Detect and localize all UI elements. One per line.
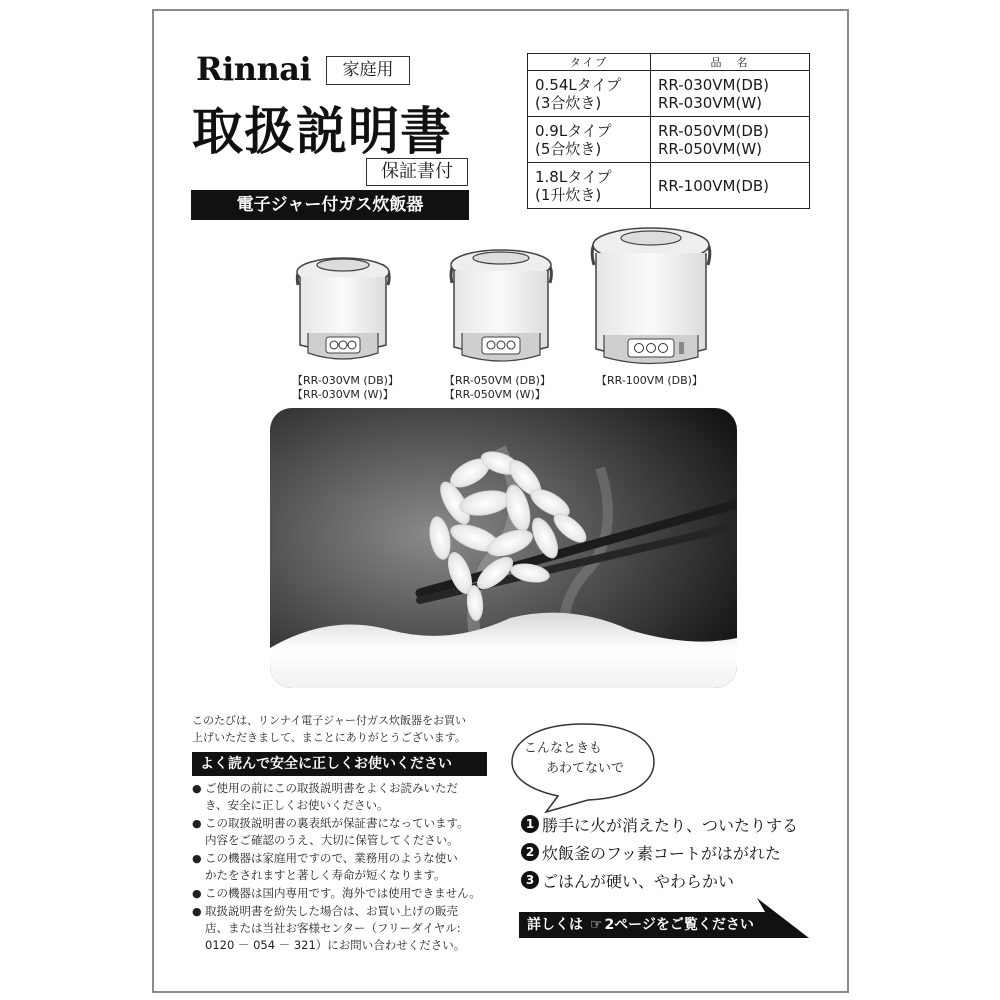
warranty-label: 保証書付: [366, 158, 468, 186]
details-prefix: 詳しくは: [527, 917, 583, 933]
model-label: 【RR-030VM (W)】: [292, 388, 394, 401]
model-label: 【RR-100VM (DB)】: [596, 374, 703, 387]
list-item: [192, 903, 497, 954]
spec-table-header: [528, 54, 810, 71]
home-use-label: 家庭用: [326, 56, 410, 85]
cooker-small-illustration: [297, 258, 389, 359]
list-item: [192, 815, 497, 849]
cooker-large-illustration: [592, 228, 710, 364]
type-cell: [528, 163, 651, 209]
number-badge: 3: [521, 871, 539, 889]
list-item: [192, 885, 497, 902]
note-line: 取扱説明書を紛失した場合は、お買い上げの販売: [205, 904, 458, 918]
table-row: [528, 117, 810, 163]
cooker-medium-label: [444, 374, 551, 402]
number-badge: 1: [521, 815, 539, 833]
intro-text: [192, 712, 492, 746]
rice-chopsticks-image: [270, 408, 737, 688]
note-line: この機器は家庭用ですので、業務用のような使い: [205, 851, 458, 865]
page-title: 取扱説明書: [192, 103, 453, 162]
trouble-text: 勝手に火が消えたり、ついたりする: [542, 815, 799, 835]
cooker-small-label: [292, 374, 399, 402]
model-db: RR-100VM(DB): [658, 176, 770, 195]
model-db: RR-050VM(DB): [658, 121, 770, 140]
details-text: [527, 916, 754, 934]
rice-photo: [270, 408, 737, 688]
type-header: タイプ: [528, 54, 651, 71]
trouble-text: 炊飯釜のフッ素コートがはがれた: [542, 843, 781, 863]
note-line: 内容をご確認のうえ、大切に保管してください。: [205, 833, 459, 847]
note-line: この取扱説明書の裏表紙が保証書になっています。: [205, 816, 469, 830]
cooker-large-label: [596, 374, 703, 388]
type-cups: (1升炊き): [535, 185, 602, 204]
type-cell: [528, 117, 651, 163]
trouble-list: [521, 810, 798, 894]
details-suffix: 2ページをご覧ください: [604, 917, 754, 933]
list-item: [521, 810, 798, 838]
model-cell: [651, 117, 810, 163]
model-label: 【RR-050VM (DB)】: [444, 374, 551, 387]
model-cell: [651, 71, 810, 117]
intro-line: このたびは、リンナイ電子ジャー付ガス炊飯器をお買い: [192, 714, 467, 727]
cooker-medium-illustration: [451, 250, 551, 361]
trouble-text: ごはんが硬い、やわらかい: [542, 871, 735, 891]
list-item: [521, 838, 798, 866]
list-item: [192, 850, 497, 884]
type-capacity: 0.9Lタイプ: [535, 121, 612, 140]
rice-cooker-illustrations: [280, 225, 720, 405]
speech-bubble: [508, 720, 658, 815]
note-line: 0120 － 054 － 321）にお問い合わせください。: [205, 938, 466, 952]
note-line: ご使用の前にこの取扱説明書をよくお読みいただ: [205, 781, 458, 795]
table-row: [528, 71, 810, 117]
intro-line: 上げいただきまして、まことにありがとうございます。: [192, 731, 466, 744]
model-label: 【RR-030VM (DB)】: [292, 374, 399, 387]
note-line: この機器は国内専用です。海外では使用できません。: [205, 886, 481, 900]
number-badge: 2: [521, 843, 539, 861]
rinnai-logo: Rinnai: [196, 50, 312, 88]
type-capacity: 0.54Lタイプ: [535, 75, 622, 94]
note-line: かたをされますと著しく寿命が短くなります。: [205, 868, 446, 882]
safety-notes-list: [192, 780, 497, 955]
note-line: 店、または当社お客様センター（フリーダイヤル:: [205, 921, 461, 935]
bubble-line: あわてないで: [546, 761, 625, 776]
table-row: [528, 163, 810, 209]
pointing-hand-icon: ☞: [589, 917, 603, 933]
note-line: き、安全に正しくお使いください。: [205, 798, 389, 812]
list-item: [192, 780, 497, 814]
safety-banner: よく読んで安全に正しくお使いください: [192, 752, 487, 776]
model-cell: [651, 163, 810, 209]
model-header: 品 名: [651, 54, 810, 71]
rice-cooker-drawings: [280, 225, 720, 370]
type-capacity: 1.8Lタイプ: [535, 167, 612, 186]
type-cell: [528, 71, 651, 117]
model-w: RR-050VM(W): [658, 139, 763, 158]
model-label: 【RR-050VM (W)】: [444, 388, 546, 401]
bubble-line: こんなときも: [524, 741, 603, 756]
details-banner: [519, 898, 809, 940]
product-name-banner: 電子ジャー付ガス炊飯器: [191, 190, 469, 220]
type-cups: (3合炊き): [535, 93, 602, 112]
model-w: RR-030VM(W): [658, 93, 763, 112]
model-db: RR-030VM(DB): [658, 75, 770, 94]
type-cups: (5合炊き): [535, 139, 602, 158]
spec-table: [527, 53, 810, 209]
list-item: [521, 866, 798, 894]
